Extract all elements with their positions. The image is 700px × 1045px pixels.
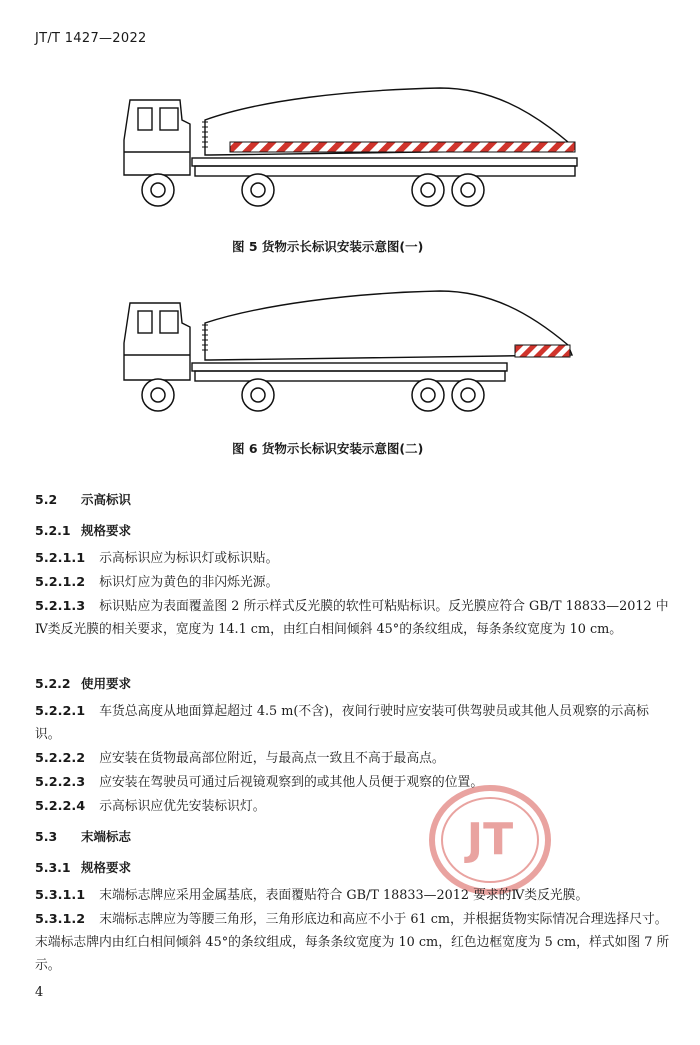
clause-5-3-1-1: 5.3.1.1 末端标志牌应采用金属基底，表面覆贴符合 GB/T 18833—2012 要求的Ⅳ类反光膜。 [35, 888, 589, 903]
section-5-2-heading: 5.2 示高标识 [35, 492, 132, 507]
clause-5-2-1-3: 5.2.1.3 标识贴应为表面覆盖图 2 所示样式反光膜的软性可粘贴标识。反光膜应符合 GB/T 18833—2012 中Ⅳ类反光膜的相关要求，宽度为 14.1 cm，由红白相间倾斜 45°的条纹组成，每条条纹宽度为 10 cm。 [35, 599, 669, 637]
figure-6-caption: 图 6 货物示长标识安装示意图(二) [232, 441, 424, 456]
section-5-3-1-heading: 5.3.1 规格要求 [35, 860, 132, 875]
clause-5-2-1-2: 5.2.1.2 标识灯应为黄色的非闪烁光源。 [35, 575, 279, 590]
section-5-2-2-heading: 5.2.2 使用要求 [35, 676, 132, 691]
watermark-text: JT [466, 814, 514, 865]
figure-6-truck-diagram [110, 285, 580, 420]
clause-5-2-2-3: 5.2.2.3 应安装在驾驶员可通过后视镜观察到的或其他人员便于观察的位置。 [35, 775, 484, 790]
document-code: JT/T 1427—2022 [35, 31, 147, 46]
section-5-3-heading: 5.3 末端标志 [35, 829, 132, 844]
figure-5-caption: 图 5 货物示长标识安装示意图(一) [232, 239, 424, 254]
figure-5-truck-diagram [110, 80, 580, 220]
clause-5-2-2-1: 5.2.2.1 车货总高度从地面算起超过 4.5 m(不含)，夜间行驶时应安装可供驾驶员或其他人员观察的示高标识。 [35, 704, 649, 742]
clause-5-2-1-1: 5.2.1.1 示高标识应为标识灯或标识贴。 [35, 551, 279, 566]
length-marker-stripe [230, 142, 575, 152]
clause-5-3-1-2: 5.3.1.2 末端标志牌应为等腰三角形，三角形底边和高应不小于 61 cm，并根据货物实际情况合理选择尺寸。末端标志牌内由红白相间倾斜 45°的条纹组成，每条条纹宽度为 10 cm，红色边框宽度为 5 cm，样式如图 7 所示。 [35, 912, 670, 973]
page-number: 4 [35, 985, 44, 1000]
clause-5-2-2-2: 5.2.2.2 应安装在货物最高部位附近，与最高点一致且不高于最高点。 [35, 751, 445, 766]
section-5-2-1-heading: 5.2.1 规格要求 [35, 523, 132, 538]
end-marker-stripe [515, 345, 570, 357]
clause-5-2-2-4: 5.2.2.4 示高标识应优先安装标识灯。 [35, 799, 266, 814]
